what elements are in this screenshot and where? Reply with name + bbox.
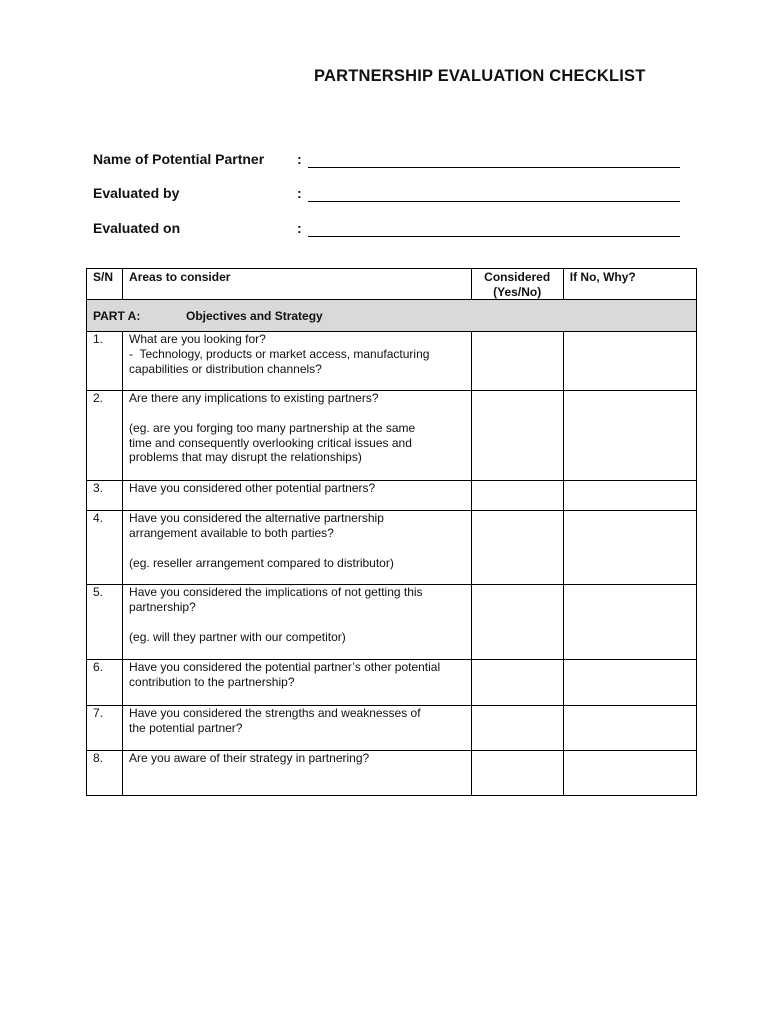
- question-line: Have you considered the potential partner’s other potential: [129, 660, 441, 675]
- row-number: 2.: [87, 391, 123, 481]
- row-question: [123, 391, 472, 481]
- row-question: [123, 585, 472, 660]
- question-line: problems that may disrupt the relationships): [129, 450, 362, 465]
- field-blank-line[interactable]: [308, 201, 680, 202]
- question-line: Have you considered the strengths and weaknesses of: [129, 706, 421, 721]
- question-gap: [129, 406, 465, 421]
- question-line: (eg. reseller arrangement compared to distributor): [129, 555, 394, 570]
- question-line: (eg. are you forging too many partnership at the same: [129, 420, 416, 435]
- considered-cell[interactable]: [471, 511, 563, 585]
- document-title: PARTNERSHIP EVALUATION CHECKLIST: [314, 67, 646, 85]
- table-header-row: [87, 269, 697, 300]
- field-colon: :: [297, 220, 302, 236]
- field-label: Evaluated on: [93, 220, 181, 236]
- question-line: partnership?: [129, 600, 196, 615]
- table-row: [87, 481, 697, 511]
- row-number: 8.: [87, 751, 123, 796]
- if-no-why-cell[interactable]: [563, 660, 696, 706]
- considered-cell[interactable]: [471, 706, 563, 751]
- considered-cell[interactable]: [471, 585, 563, 660]
- field-label: Evaluated by: [93, 185, 180, 201]
- row-number: 6.: [87, 660, 123, 706]
- field-colon: :: [297, 151, 302, 167]
- field-potential-partner: [93, 151, 683, 171]
- field-colon: :: [297, 185, 302, 201]
- row-question: [123, 481, 472, 511]
- considered-cell[interactable]: [471, 332, 563, 391]
- checklist-table: [86, 268, 697, 796]
- field-blank-line[interactable]: [308, 236, 680, 237]
- if-no-why-cell[interactable]: [563, 751, 696, 796]
- header-areas: Areas to consider: [123, 269, 472, 300]
- question-line: capabilities or distribution channels?: [129, 361, 322, 376]
- table-row: [87, 585, 697, 660]
- row-question: [123, 751, 472, 796]
- table-row: [87, 660, 697, 706]
- row-number: 4.: [87, 511, 123, 585]
- question-line: Are you aware of their strategy in partnering?: [129, 751, 370, 766]
- table-row: [87, 706, 697, 751]
- part-name: Objectives and Strategy: [186, 308, 323, 323]
- row-question: [123, 660, 472, 706]
- row-number: 7.: [87, 706, 123, 751]
- row-question: [123, 332, 472, 391]
- header-sn: S/N: [87, 269, 123, 300]
- considered-cell[interactable]: [471, 391, 563, 481]
- question-line: - Technology, products or market access, manufacturing: [129, 347, 430, 362]
- table-row: [87, 751, 697, 796]
- row-number: 1.: [87, 332, 123, 391]
- if-no-why-cell[interactable]: [563, 706, 696, 751]
- header-considered-line1: Considered: [484, 270, 551, 284]
- part-a-row: [87, 300, 697, 332]
- row-number: 3.: [87, 481, 123, 511]
- considered-cell[interactable]: [471, 481, 563, 511]
- question-line: Have you considered the implications of not getting this: [129, 585, 423, 600]
- question-line: Have you considered the alternative partnership: [129, 511, 384, 526]
- header-if-no-why: If No, Why?: [563, 269, 696, 300]
- question-line: contribution to the partnership?: [129, 675, 295, 690]
- if-no-why-cell[interactable]: [563, 481, 696, 511]
- question-line: Have you considered other potential partners?: [129, 481, 376, 496]
- if-no-why-cell[interactable]: [563, 511, 696, 585]
- header-considered-line2: (Yes/No): [493, 284, 542, 299]
- row-number: 5.: [87, 585, 123, 660]
- row-question: [123, 511, 472, 585]
- header-considered: [471, 269, 563, 300]
- question-gap: [129, 615, 465, 630]
- field-blank-line[interactable]: [308, 167, 680, 168]
- field-evaluated-by: [93, 185, 683, 205]
- considered-cell[interactable]: [471, 751, 563, 796]
- question-line: What are you looking for?: [129, 332, 266, 347]
- question-line: Are there any implications to existing partners?: [129, 391, 379, 406]
- part-a-cell: [87, 300, 697, 332]
- if-no-why-cell[interactable]: [563, 332, 696, 391]
- part-label: PART A:: [93, 308, 141, 323]
- question-gap: [129, 541, 465, 556]
- field-label: Name of Potential Partner: [93, 151, 265, 167]
- table-row: [87, 511, 697, 585]
- if-no-why-cell[interactable]: [563, 391, 696, 481]
- row-question: [123, 706, 472, 751]
- field-evaluated-on: [93, 220, 683, 240]
- if-no-why-cell[interactable]: [563, 585, 696, 660]
- question-line: arrangement available to both parties?: [129, 526, 334, 541]
- table-row: [87, 332, 697, 391]
- table-row: [87, 391, 697, 481]
- question-line: time and consequently overlooking critical issues and: [129, 435, 412, 450]
- question-line: (eg. will they partner with our competitor): [129, 629, 346, 644]
- question-line: the potential partner?: [129, 721, 243, 736]
- considered-cell[interactable]: [471, 660, 563, 706]
